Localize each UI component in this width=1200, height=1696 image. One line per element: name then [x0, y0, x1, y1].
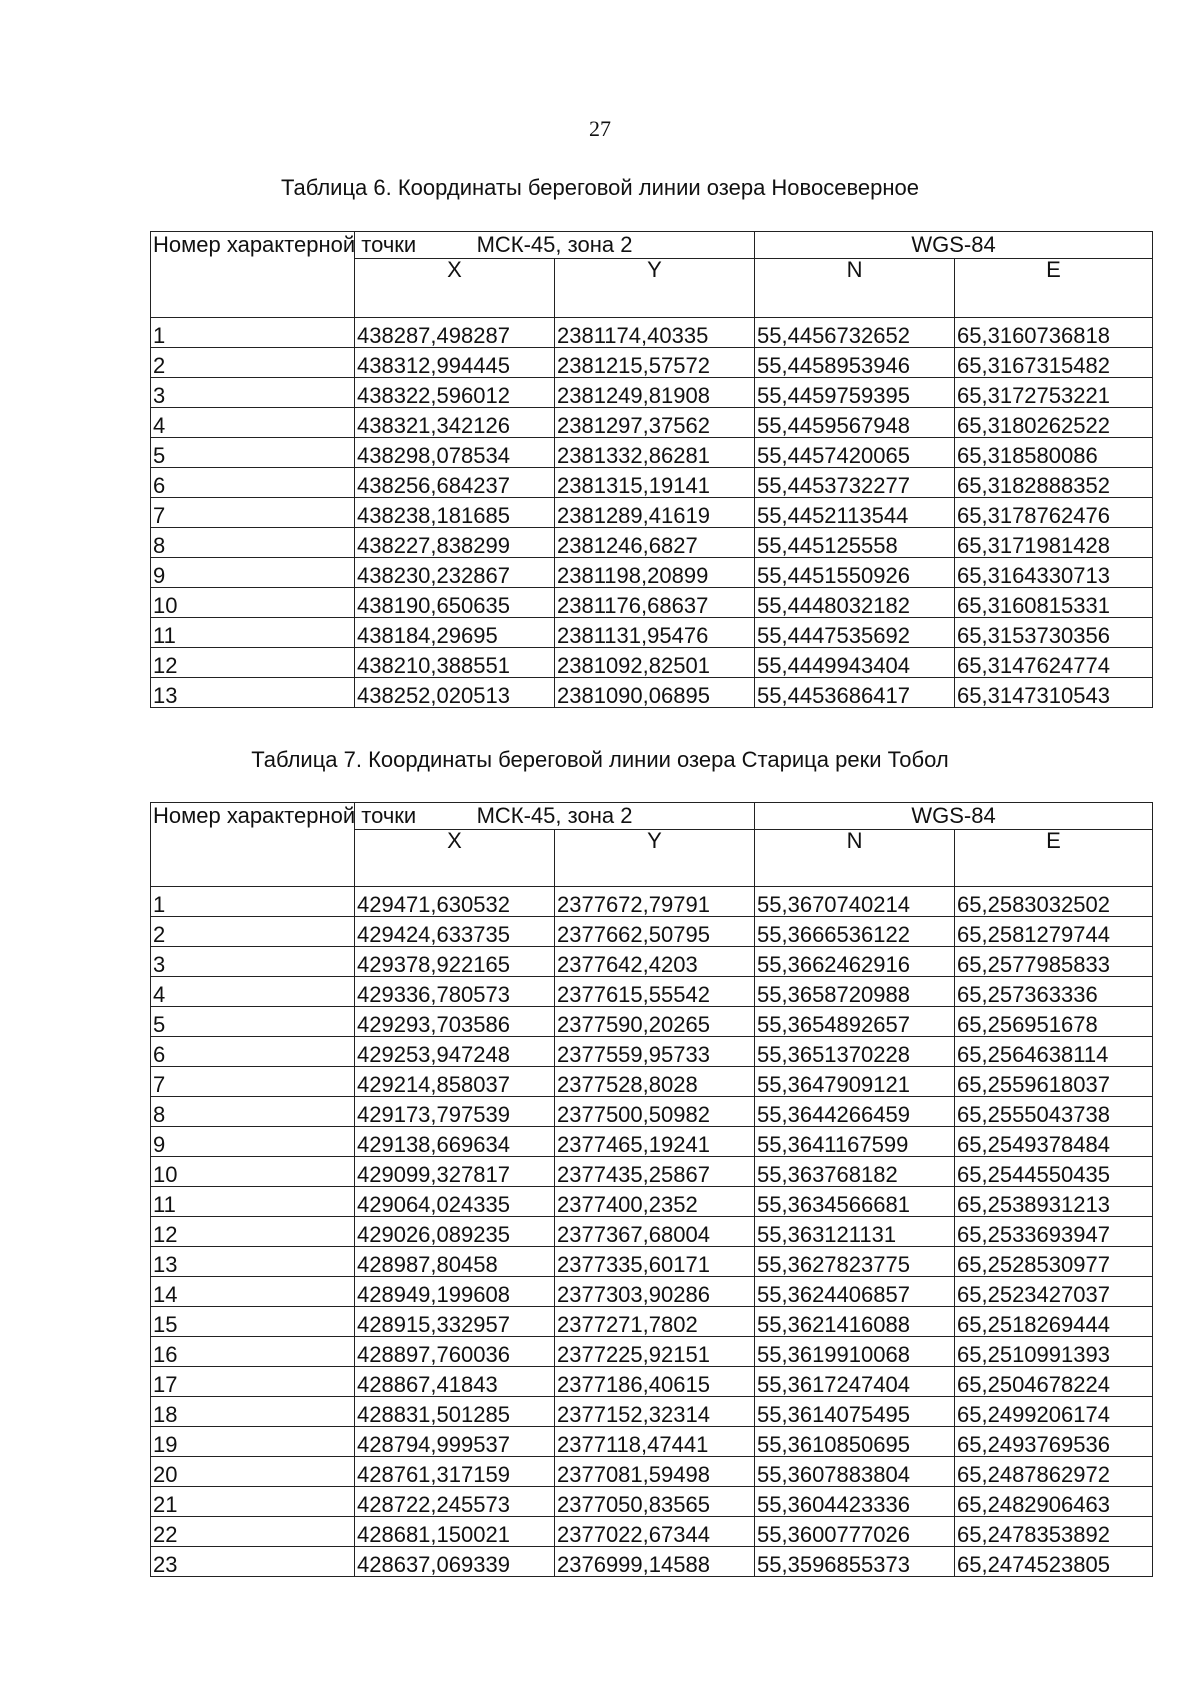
cell-e: 65,2577985833 [955, 947, 1153, 977]
cell-e: 65,2523427037 [955, 1277, 1153, 1307]
cell-y: 2381297,37562 [555, 408, 755, 438]
cell-y: 2377465,19241 [555, 1127, 755, 1157]
cell-n: 55,3666536122 [755, 917, 955, 947]
table-row [151, 1157, 1153, 1187]
cell-e: 65,3160736818 [955, 318, 1153, 348]
table-row [151, 558, 1153, 588]
cell-point-number: 11 [151, 618, 355, 648]
table-row [151, 1187, 1153, 1217]
cell-point-number: 15 [151, 1307, 355, 1337]
cell-y: 2377081,59498 [555, 1457, 755, 1487]
cell-point-number: 5 [151, 438, 355, 468]
cell-n: 55,3596855373 [755, 1547, 955, 1577]
cell-n: 55,3662462916 [755, 947, 955, 977]
cell-n: 55,4453686417 [755, 678, 955, 708]
cell-x: 428915,332957 [355, 1307, 555, 1337]
cell-y: 2377662,50795 [555, 917, 755, 947]
cell-point-number: 9 [151, 558, 355, 588]
cell-y: 2377186,40615 [555, 1367, 755, 1397]
table-7-body [151, 887, 1153, 1577]
cell-n: 55,4458953946 [755, 348, 955, 378]
table-row [151, 318, 1153, 348]
cell-e: 65,3153730356 [955, 618, 1153, 648]
header-y: Y [555, 830, 755, 887]
cell-x: 438227,838299 [355, 528, 555, 558]
header-msk45: МСК-45, зона 2 [355, 232, 755, 259]
cell-n: 55,3604423336 [755, 1487, 955, 1517]
cell-y: 2381198,20899 [555, 558, 755, 588]
cell-x: 438210,388551 [355, 648, 555, 678]
cell-e: 65,3180262522 [955, 408, 1153, 438]
table-row [151, 528, 1153, 558]
cell-y: 2381246,6827 [555, 528, 755, 558]
cell-x: 429336,780573 [355, 977, 555, 1007]
cell-point-number: 22 [151, 1517, 355, 1547]
cell-x: 429293,703586 [355, 1007, 555, 1037]
cell-e: 65,257363336 [955, 977, 1153, 1007]
cell-point-number: 3 [151, 378, 355, 408]
cell-point-number: 2 [151, 348, 355, 378]
cell-point-number: 16 [151, 1337, 355, 1367]
table-row [151, 1127, 1153, 1157]
cell-point-number: 14 [151, 1277, 355, 1307]
cell-y: 2377152,32314 [555, 1397, 755, 1427]
cell-n: 55,4453732277 [755, 468, 955, 498]
cell-point-number: 17 [151, 1367, 355, 1397]
cell-n: 55,363121131 [755, 1217, 955, 1247]
cell-n: 55,3641167599 [755, 1127, 955, 1157]
cell-y: 2377050,83565 [555, 1487, 755, 1517]
cell-n: 55,3634566681 [755, 1187, 955, 1217]
header-point-number: Номер характерной точки [151, 232, 355, 318]
cell-y: 2377590,20265 [555, 1007, 755, 1037]
cell-n: 55,4459567948 [755, 408, 955, 438]
header-msk45: МСК-45, зона 2 [355, 803, 755, 830]
cell-e: 65,2559618037 [955, 1067, 1153, 1097]
cell-n: 55,445125558 [755, 528, 955, 558]
table-row [151, 1367, 1153, 1397]
table-6 [150, 231, 1153, 708]
cell-n: 55,4457420065 [755, 438, 955, 468]
cell-point-number: 7 [151, 498, 355, 528]
cell-point-number: 4 [151, 977, 355, 1007]
table-row [151, 378, 1153, 408]
cell-e: 65,2510991393 [955, 1337, 1153, 1367]
cell-y: 2381315,19141 [555, 468, 755, 498]
cell-x: 429099,327817 [355, 1157, 555, 1187]
table-row [151, 1307, 1153, 1337]
cell-y: 2381176,68637 [555, 588, 755, 618]
cell-n: 55,4456732652 [755, 318, 955, 348]
cell-point-number: 8 [151, 1097, 355, 1127]
cell-y: 2381174,40335 [555, 318, 755, 348]
cell-point-number: 10 [151, 1157, 355, 1187]
table-row [151, 887, 1153, 917]
cell-point-number: 12 [151, 1217, 355, 1247]
cell-e: 65,3167315482 [955, 348, 1153, 378]
cell-x: 428794,999537 [355, 1427, 555, 1457]
cell-x: 428681,150021 [355, 1517, 555, 1547]
cell-e: 65,2555043738 [955, 1097, 1153, 1127]
cell-x: 428722,245573 [355, 1487, 555, 1517]
header-n: N [755, 259, 955, 318]
cell-point-number: 6 [151, 1037, 355, 1067]
cell-e: 65,2499206174 [955, 1397, 1153, 1427]
cell-y: 2377367,68004 [555, 1217, 755, 1247]
cell-e: 65,3182888352 [955, 468, 1153, 498]
cell-point-number: 2 [151, 917, 355, 947]
cell-point-number: 4 [151, 408, 355, 438]
cell-e: 65,3147624774 [955, 648, 1153, 678]
header-e: E [955, 259, 1153, 318]
header-wgs84: WGS-84 [755, 232, 1153, 259]
cell-e: 65,2482906463 [955, 1487, 1153, 1517]
table-row [151, 648, 1153, 678]
cell-n: 55,3658720988 [755, 977, 955, 1007]
table-row [151, 588, 1153, 618]
cell-x: 438321,342126 [355, 408, 555, 438]
cell-e: 65,3147310543 [955, 678, 1153, 708]
cell-e: 65,2478353892 [955, 1517, 1153, 1547]
cell-point-number: 1 [151, 887, 355, 917]
cell-x: 429253,947248 [355, 1037, 555, 1067]
header-n: N [755, 830, 955, 887]
cell-point-number: 23 [151, 1547, 355, 1577]
cell-point-number: 5 [151, 1007, 355, 1037]
cell-y: 2377118,47441 [555, 1427, 755, 1457]
table-7-caption: Таблица 7. Координаты береговой линии озера Старица реки Тобол [251, 747, 949, 772]
table-6-body [151, 318, 1153, 708]
cell-n: 55,3651370228 [755, 1037, 955, 1067]
cell-x: 438256,684237 [355, 468, 555, 498]
cell-point-number: 13 [151, 678, 355, 708]
cell-y: 2381215,57572 [555, 348, 755, 378]
table-row [151, 1247, 1153, 1277]
cell-n: 55,3610850695 [755, 1427, 955, 1457]
table-7 [150, 802, 1153, 1577]
table-row [151, 348, 1153, 378]
cell-x: 438230,232867 [355, 558, 555, 588]
cell-e: 65,2474523805 [955, 1547, 1153, 1577]
cell-n: 55,363768182 [755, 1157, 955, 1187]
table-row [151, 1217, 1153, 1247]
table-row [151, 1067, 1153, 1097]
cell-e: 65,2538931213 [955, 1187, 1153, 1217]
cell-e: 65,3171981428 [955, 528, 1153, 558]
table-6-caption: Таблица 6. Координаты береговой линии озера Новосеверное [281, 175, 919, 200]
cell-x: 428761,317159 [355, 1457, 555, 1487]
cell-e: 65,2581279744 [955, 917, 1153, 947]
cell-n: 55,4451550926 [755, 558, 955, 588]
cell-point-number: 9 [151, 1127, 355, 1157]
cell-n: 55,3654892657 [755, 1007, 955, 1037]
cell-point-number: 8 [151, 528, 355, 558]
cell-n: 55,3614075495 [755, 1397, 955, 1427]
table-row [151, 1097, 1153, 1127]
table-row [151, 917, 1153, 947]
cell-x: 429064,024335 [355, 1187, 555, 1217]
cell-point-number: 11 [151, 1187, 355, 1217]
cell-n: 55,3647909121 [755, 1067, 955, 1097]
cell-y: 2381090,06895 [555, 678, 755, 708]
cell-x: 429026,089235 [355, 1217, 555, 1247]
cell-n: 55,3621416088 [755, 1307, 955, 1337]
cell-x: 428637,069339 [355, 1547, 555, 1577]
header-y: Y [555, 259, 755, 318]
cell-n: 55,3617247404 [755, 1367, 955, 1397]
table-row [151, 1517, 1153, 1547]
cell-y: 2381249,81908 [555, 378, 755, 408]
cell-y: 2377400,2352 [555, 1187, 755, 1217]
cell-x: 428949,199608 [355, 1277, 555, 1307]
cell-y: 2381131,95476 [555, 618, 755, 648]
cell-x: 428987,80458 [355, 1247, 555, 1277]
cell-x: 429378,922165 [355, 947, 555, 977]
cell-n: 55,4449943404 [755, 648, 955, 678]
cell-point-number: 6 [151, 468, 355, 498]
header-point-number: Номер характерной точки [151, 803, 355, 887]
cell-x: 429214,858037 [355, 1067, 555, 1097]
table-row [151, 408, 1153, 438]
cell-point-number: 3 [151, 947, 355, 977]
cell-x: 438252,020513 [355, 678, 555, 708]
cell-point-number: 13 [151, 1247, 355, 1277]
cell-e: 65,2493769536 [955, 1427, 1153, 1457]
table-row [151, 1457, 1153, 1487]
cell-n: 55,3607883804 [755, 1457, 955, 1487]
cell-point-number: 21 [151, 1487, 355, 1517]
cell-point-number: 1 [151, 318, 355, 348]
cell-point-number: 19 [151, 1427, 355, 1457]
cell-e: 65,2549378484 [955, 1127, 1153, 1157]
cell-x: 438184,29695 [355, 618, 555, 648]
cell-point-number: 20 [151, 1457, 355, 1487]
page-number: 27 [589, 116, 611, 141]
cell-point-number: 12 [151, 648, 355, 678]
cell-x: 428897,760036 [355, 1337, 555, 1367]
cell-e: 65,3178762476 [955, 498, 1153, 528]
cell-n: 55,4447535692 [755, 618, 955, 648]
cell-e: 65,2544550435 [955, 1157, 1153, 1187]
header-x: X [355, 830, 555, 887]
table-row [151, 977, 1153, 1007]
cell-y: 2377271,7802 [555, 1307, 755, 1337]
cell-e: 65,3160815331 [955, 588, 1153, 618]
cell-x: 429138,669634 [355, 1127, 555, 1157]
cell-e: 65,2504678224 [955, 1367, 1153, 1397]
table-row [151, 1487, 1153, 1517]
cell-y: 2377225,92151 [555, 1337, 755, 1367]
cell-x: 438298,078534 [355, 438, 555, 468]
cell-x: 438312,994445 [355, 348, 555, 378]
cell-y: 2377435,25867 [555, 1157, 755, 1187]
table-row [151, 1277, 1153, 1307]
cell-point-number: 7 [151, 1067, 355, 1097]
table-row [151, 498, 1153, 528]
header-e: E [955, 830, 1153, 887]
cell-x: 429471,630532 [355, 887, 555, 917]
table-row [151, 618, 1153, 648]
cell-n: 55,4452113544 [755, 498, 955, 528]
cell-y: 2377615,55542 [555, 977, 755, 1007]
table-row [151, 438, 1153, 468]
cell-y: 2381332,86281 [555, 438, 755, 468]
table-row [151, 1007, 1153, 1037]
cell-x: 438190,650635 [355, 588, 555, 618]
cell-point-number: 18 [151, 1397, 355, 1427]
cell-e: 65,256951678 [955, 1007, 1153, 1037]
cell-x: 428831,501285 [355, 1397, 555, 1427]
cell-n: 55,3600777026 [755, 1517, 955, 1547]
table-row [151, 947, 1153, 977]
cell-x: 429173,797539 [355, 1097, 555, 1127]
cell-y: 2377303,90286 [555, 1277, 755, 1307]
table-row [151, 1337, 1153, 1367]
cell-y: 2377528,8028 [555, 1067, 755, 1097]
cell-x: 438238,181685 [355, 498, 555, 528]
cell-e: 65,318580086 [955, 438, 1153, 468]
cell-x: 428867,41843 [355, 1367, 555, 1397]
cell-n: 55,4448032182 [755, 588, 955, 618]
cell-n: 55,3627823775 [755, 1247, 955, 1277]
cell-n: 55,3644266459 [755, 1097, 955, 1127]
header-wgs84: WGS-84 [755, 803, 1153, 830]
cell-e: 65,2583032502 [955, 887, 1153, 917]
cell-x: 429424,633735 [355, 917, 555, 947]
cell-n: 55,4459759395 [755, 378, 955, 408]
table-row [151, 1037, 1153, 1067]
cell-e: 65,2528530977 [955, 1247, 1153, 1277]
cell-y: 2377022,67344 [555, 1517, 755, 1547]
cell-y: 2377500,50982 [555, 1097, 755, 1127]
cell-y: 2381092,82501 [555, 648, 755, 678]
header-x: X [355, 259, 555, 318]
table-row [151, 1547, 1153, 1577]
cell-y: 2377672,79791 [555, 887, 755, 917]
cell-e: 65,2487862972 [955, 1457, 1153, 1487]
cell-x: 438322,596012 [355, 378, 555, 408]
cell-e: 65,2518269444 [955, 1307, 1153, 1337]
table-row [151, 1427, 1153, 1457]
cell-y: 2377559,95733 [555, 1037, 755, 1067]
table-row [151, 468, 1153, 498]
cell-n: 55,3624406857 [755, 1277, 955, 1307]
cell-e: 65,2533693947 [955, 1217, 1153, 1247]
table-row [151, 1397, 1153, 1427]
cell-e: 65,3164330713 [955, 558, 1153, 588]
cell-y: 2381289,41619 [555, 498, 755, 528]
table-row [151, 678, 1153, 708]
cell-e: 65,3172753221 [955, 378, 1153, 408]
cell-y: 2376999,14588 [555, 1547, 755, 1577]
cell-x: 438287,498287 [355, 318, 555, 348]
cell-y: 2377335,60171 [555, 1247, 755, 1277]
cell-n: 55,3619910068 [755, 1337, 955, 1367]
cell-y: 2377642,4203 [555, 947, 755, 977]
cell-point-number: 10 [151, 588, 355, 618]
cell-n: 55,3670740214 [755, 887, 955, 917]
cell-e: 65,2564638114 [955, 1037, 1153, 1067]
